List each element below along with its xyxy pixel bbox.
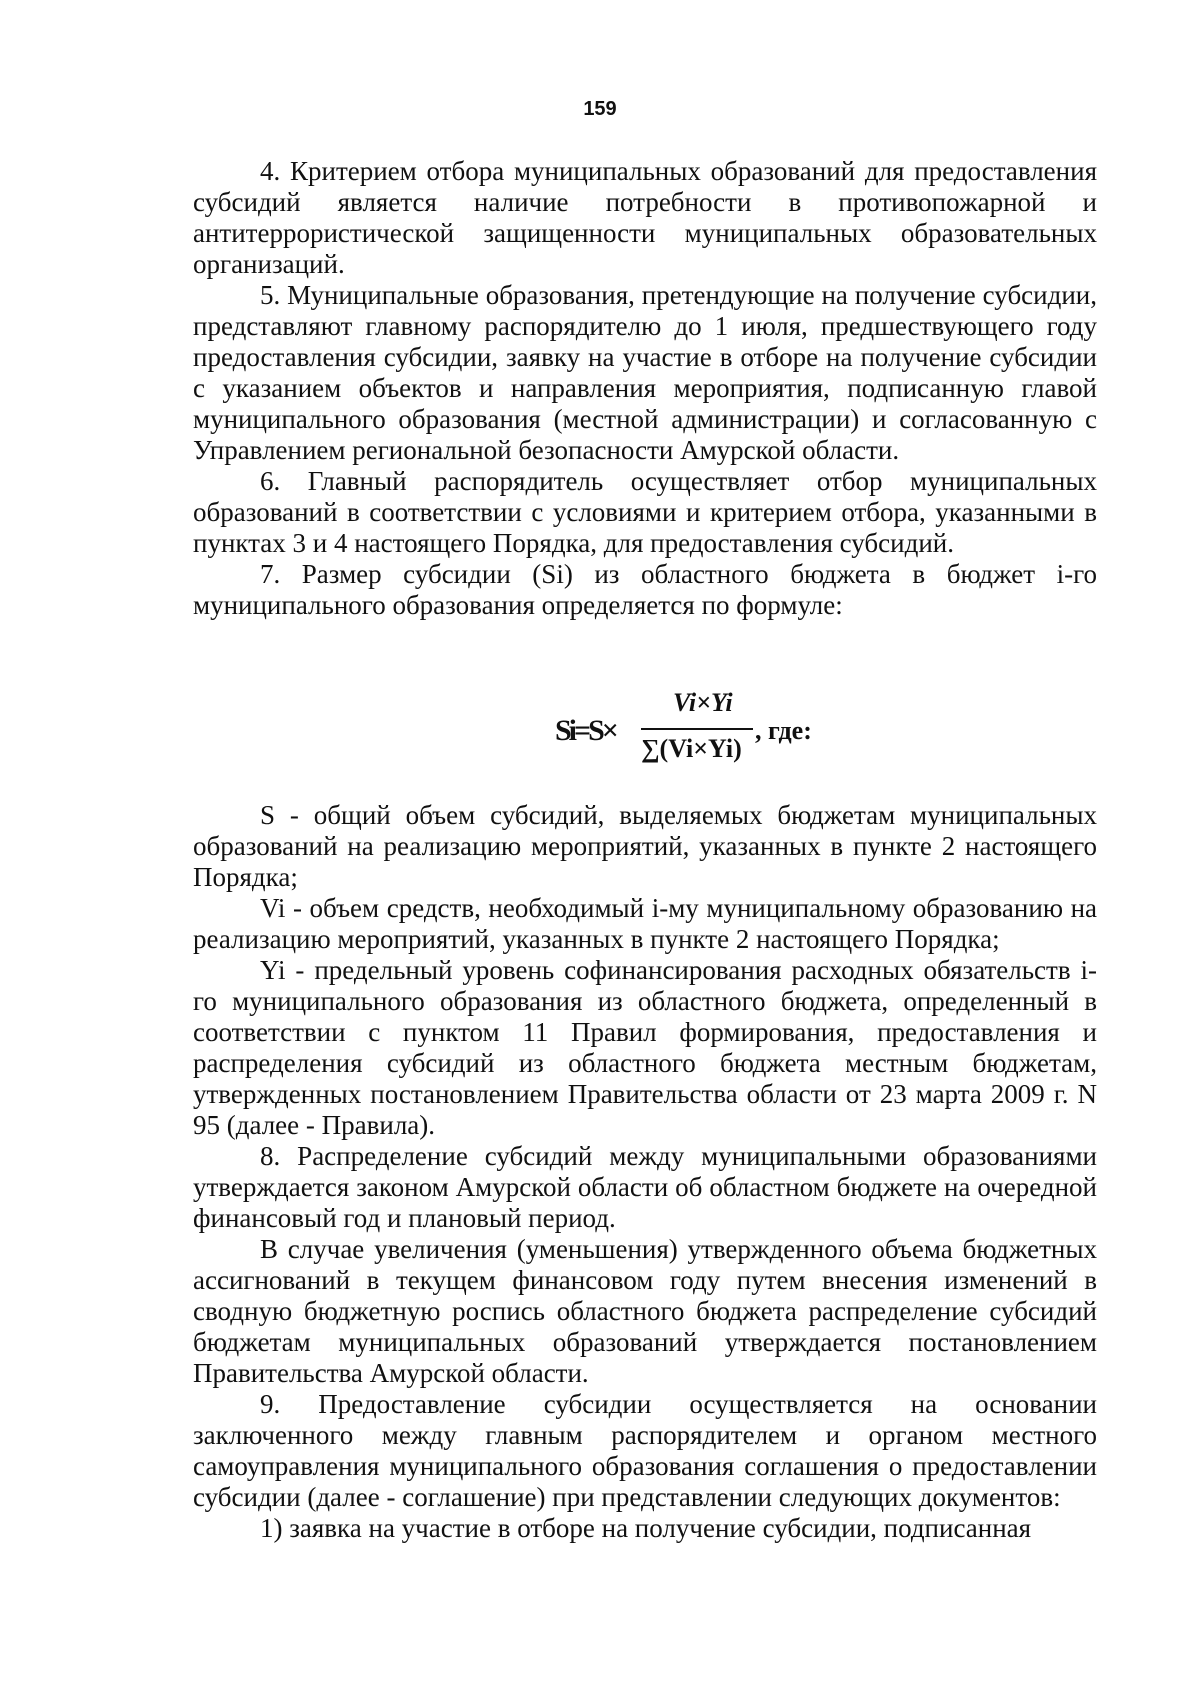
definition-s: S - общий объем субсидий, выделяемых бюджетам муниципальных образований на реализацию мероприятий, указанных в пункте 2 настоящего Порядка;	[193, 800, 1097, 892]
paragraph-7: 7. Размер субсидии (Si) из областного бюджета в бюджет i-го муниципального образования определяется по формуле:	[193, 559, 1097, 620]
paragraph-5: 5. Муниципальные образования, претендующие на получение субсидии, представляют главному распорядителю до 1 июля, предшествующего году предоставления субсидии, заявку на участие в отборе на получение субсидии с указанием объектов и направления мероприятия, подписанную главой муниципального образования (местной администрации) и согласованную с Управлением региональной безопасности Амурской области.	[193, 280, 1097, 465]
definition-yi: Yi - предельный уровень софинансирования расходных обязательств i-го муниципального образования из областного бюджета, определенный в соответствии с пунктом 11 Правил формирования, предоставления и распределения субсидий из областного бюджета местным бюджетам, утвержденных постановлением Правительства области от 23 марта 2009 г. N 95 (далее - Правила).	[193, 955, 1097, 1140]
formula-lhs: Si=S×	[555, 714, 616, 747]
paragraph-6: 6. Главный распорядитель осуществляет отбор муниципальных образований в соответствии с условиями и критерием отбора, указанными в пунктах 3 и 4 настоящего Порядка, для предоставления субсидий.	[193, 466, 1097, 558]
text-block-upper	[193, 156, 1097, 621]
paragraph-8: 8. Распределение субсидий между муниципальными образованиями утверждается законом Амурской области об областном бюджете на очередной финансовый год и плановый период.	[193, 1141, 1097, 1233]
text-block-lower	[193, 800, 1097, 1544]
paragraph-8-continued: В случае увеличения (уменьшения) утвержденного объема бюджетных ассигнований в текущем финансовом году путем внесения изменений в сводную бюджетную роспись областного бюджета распределение субсидий бюджетам муниципальных образований утверждается постановлением Правительства Амурской области.	[193, 1234, 1097, 1388]
paragraph-9: 9. Предоставление субсидии осуществляется на основании заключенного между главным распорядителем и органом местного самоуправления муниципального образования соглашения о предоставлении субсидии (далее - соглашение) при представлении следующих документов:	[193, 1389, 1097, 1512]
paragraph-9-item-1: 1) заявка на участие в отборе на получение субсидии, подписанная	[260, 1513, 1032, 1543]
formula-tail: , где:	[755, 716, 812, 745]
formula-fraction-bar	[641, 728, 753, 730]
paragraph-4: 4. Критерием отбора муниципальных образований для предоставления субсидий является наличие потребности в противопожарной и антитеррористической защищенности муниципальных образовательных организаций.	[193, 156, 1097, 279]
formula-denominator: ∑(Vi×Yi)	[641, 734, 742, 763]
page-number: 159	[583, 98, 617, 120]
definition-vi: Vi - объем средств, необходимый i-му муниципальному образованию на реализацию мероприятий, указанных в пункте 2 настоящего Порядка;	[193, 893, 1097, 954]
formula-numerator: Vi×Yi	[673, 688, 733, 717]
subsidy-formula	[555, 688, 855, 768]
